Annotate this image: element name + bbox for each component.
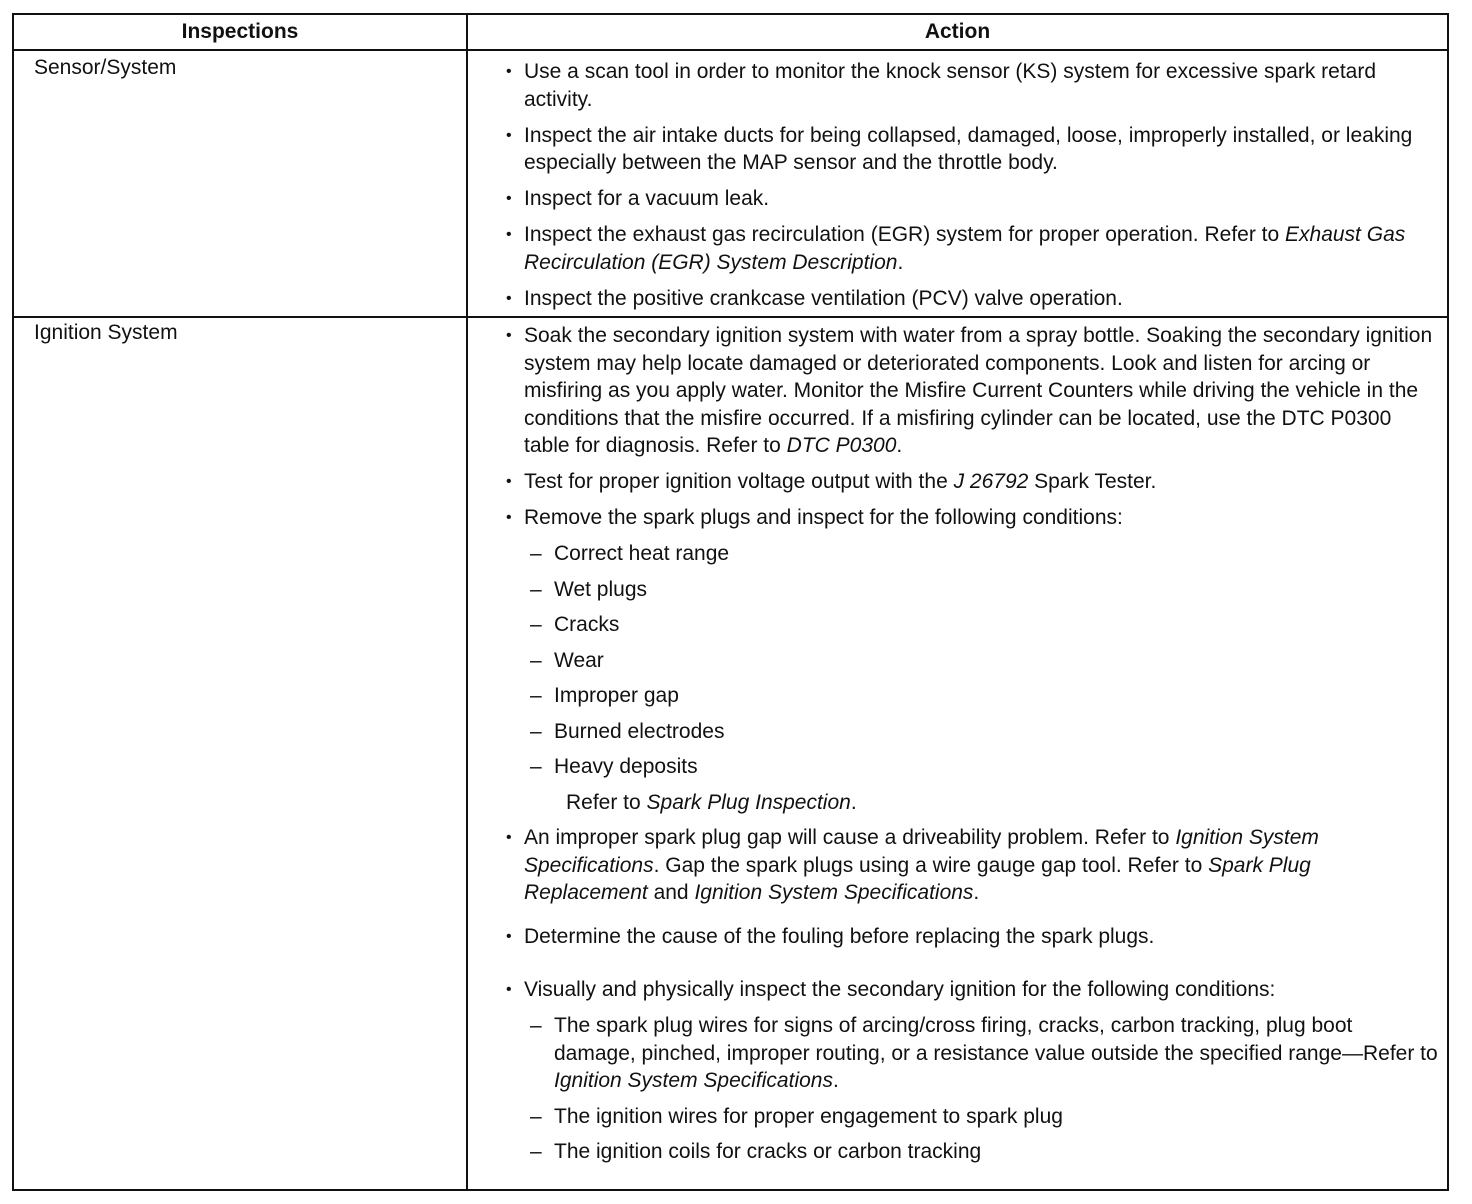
bullet-icon: •: [506, 829, 512, 846]
action-item: • Inspect for a vacuum leak.: [468, 185, 1447, 213]
sub-item: – Wear: [468, 647, 1447, 675]
action-item: • Visually and physically inspect the secondary ignition for the following conditions:: [468, 976, 1447, 1004]
action-item: • Inspect the air intake ducts for being collapsed, damaged, loose, improperly installed, or leaking especially between the MAP sensor and the throttle body.: [506, 123, 1413, 174]
action-item: • Inspect the exhaust gas recirculation (EGR) system for proper operation. Refer to Exhaust Gas Recirculation (EGR) System Description.: [506, 223, 1406, 274]
header-divider: [14, 49, 1447, 51]
dash-icon: –: [530, 613, 542, 636]
header-action: Action: [924, 20, 991, 43]
reference-link: Spark Plug Replacement: [524, 853, 1311, 904]
action-item: • Determine the cause of the fouling before replacing the spark plugs.: [468, 923, 1447, 951]
inspection-table: [12, 13, 1449, 1191]
dash-icon: –: [530, 1104, 542, 1128]
reference-note: Refer to Spark Plug Inspection.: [566, 790, 857, 814]
bullet-icon: •: [506, 63, 512, 80]
bullet-icon: •: [506, 289, 512, 307]
bullet-icon: •: [506, 981, 512, 998]
header-inspections: Inspections: [181, 20, 299, 43]
bullet-icon: •: [506, 327, 512, 344]
row-label-sensor-system: Sensor/System: [34, 56, 177, 79]
action-item: • Remove the spark plugs and inspect for the following conditions:: [468, 504, 1447, 532]
reference-link: Ignition System Specifications: [694, 881, 974, 904]
sub-item: – Wet plugs: [468, 576, 1447, 604]
dash-icon: –: [530, 577, 542, 601]
sub-item: – Cracks: [468, 611, 1447, 639]
bullet-icon: •: [506, 927, 512, 945]
bullet-icon: •: [506, 473, 512, 490]
tool-reference: J 26792: [953, 470, 1029, 493]
sub-item: – The spark plug wires for signs of arcing/cross firing, cracks, carbon tracking, plug boot damage, pinched, improper routing, or a resistance value outside the specified range—Refer to Ignition System Specifications.: [530, 1014, 1438, 1092]
dash-icon: –: [530, 648, 542, 672]
sub-item: – Burned electrodes: [468, 718, 1447, 746]
action-item: • Soak the secondary ignition system with water from a spray bottle. Soaking the secondary ignition system may help locate damaged or deteriorated components. Look and listen for arcing or misfiring as you apply water. Monitor the Misfire Current Counters while driving the vehicle in the conditions that the misfire occurred. If a misfiring cylinder can be located, use the DTC P0300 table for diagnosis. Refer to DTC P0300.: [506, 324, 1433, 457]
row-label-ignition-system: Ignition System: [34, 321, 178, 344]
reference-link: DTC P0300: [786, 434, 897, 457]
dash-icon: –: [530, 1014, 542, 1037]
sub-item: – The ignition coils for cracks or carbon tracking: [468, 1138, 1447, 1166]
dash-icon: –: [530, 684, 542, 707]
row-actions-ignition-system: [468, 322, 1447, 1174]
sub-item: – The ignition wires for proper engagement to spark plug: [468, 1103, 1447, 1131]
dash-icon: –: [530, 755, 542, 778]
dash-icon: –: [530, 719, 542, 743]
reference-link: Ignition System Specifications: [524, 826, 1319, 877]
dash-icon: –: [530, 542, 542, 565]
bullet-icon: •: [506, 190, 512, 207]
bullet-icon: •: [506, 509, 512, 526]
reference-link: Exhaust Gas Recirculation (EGR) System Description: [524, 223, 1406, 274]
dash-icon: –: [530, 1140, 542, 1163]
bullet-icon: •: [506, 226, 512, 243]
sub-item: – Heavy deposits: [468, 753, 1447, 781]
action-item: • Use a scan tool in order to monitor the knock sensor (KS) system for excessive spark retard activity.: [506, 60, 1377, 111]
reference-link: Ignition System Specifications: [554, 1069, 833, 1092]
row-actions-sensor-system: [468, 58, 1447, 321]
bullet-icon: •: [506, 126, 512, 144]
row-divider: [14, 316, 1447, 318]
action-item: • Test for proper ignition voltage output with the J 26792 Spark Tester.: [468, 468, 1447, 496]
action-item: • An improper spark plug gap will cause a driveability problem. Refer to Ignition System Specifications. Gap the spark plugs using a wire gauge gap tool. Refer to Spark Plug Replacement and Ignition System Specifications.: [506, 826, 1319, 904]
action-item: • Inspect the positive crankcase ventilation (PCV) valve operation.: [468, 285, 1447, 313]
sub-item: – Correct heat range: [468, 540, 1447, 568]
reference-link: Spark Plug Inspection: [646, 790, 851, 814]
sub-item: – Improper gap: [468, 682, 1447, 710]
